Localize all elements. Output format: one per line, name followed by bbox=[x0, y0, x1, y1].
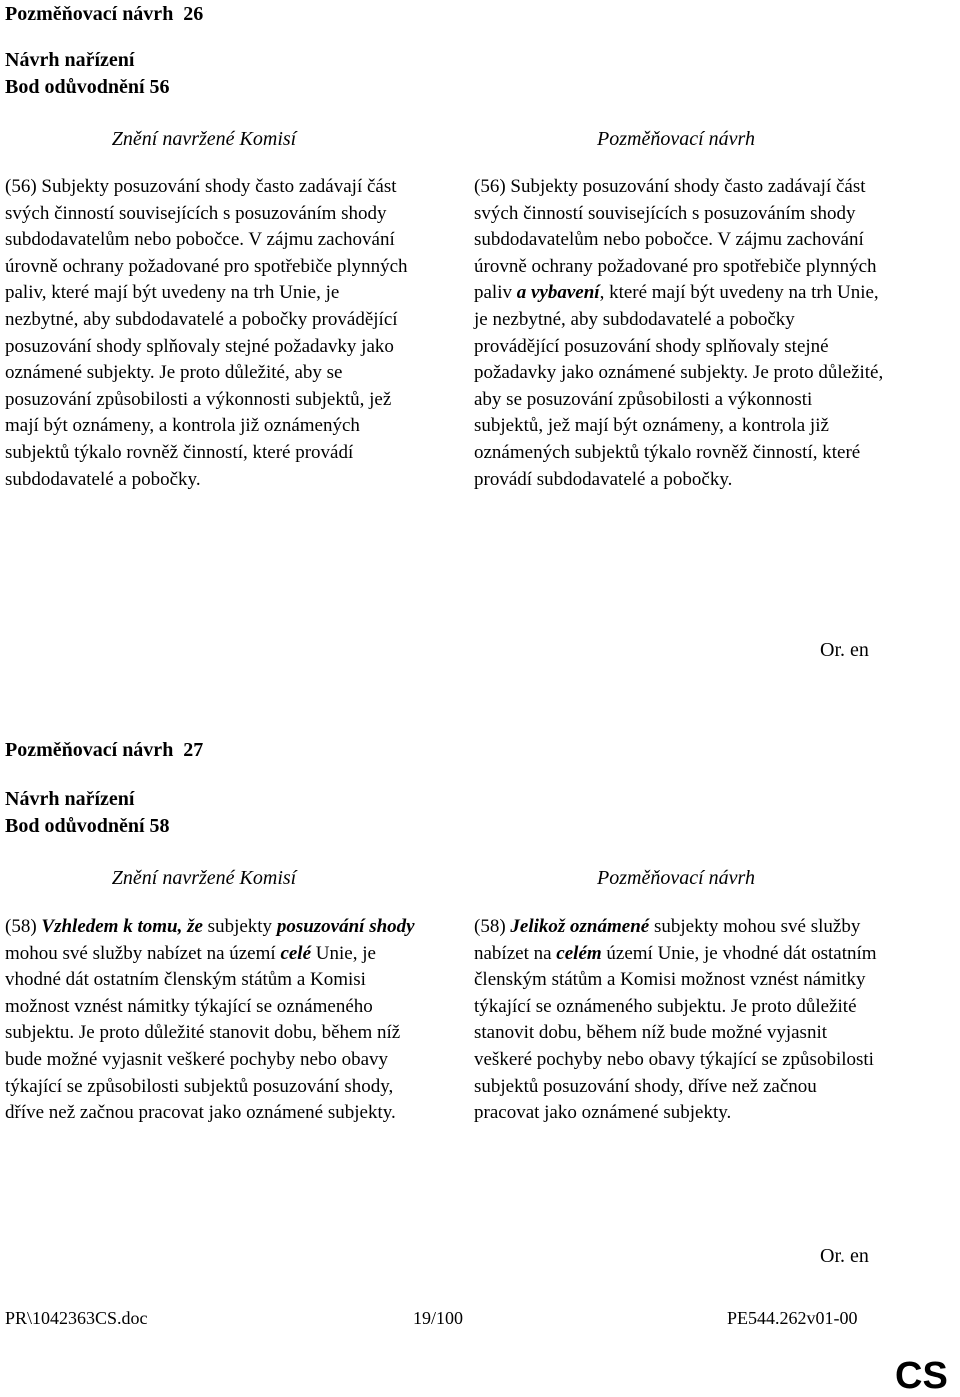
text-run: (56) Subjekty posuzování shody často zadávají část svých činností souvisejících s posuzováním shody subdodavatelům nebo pobočce. V zájmu zachování úrovně ochrany požadované pro spotřebiče plynných paliv bbox=[474, 176, 877, 304]
footer-language-code: CS bbox=[895, 1355, 948, 1397]
inserted-text: celém bbox=[556, 942, 602, 964]
column-heading-amendment: Pozměňovací návrh bbox=[597, 867, 755, 889]
text-run: subjekty bbox=[202, 916, 277, 937]
deleted-text: celé bbox=[280, 942, 312, 964]
commission-text-paragraph: (56) Subjekty posuzování shody často zadávají část svých činností souvisejících s posuzováním shody subdodavatelům nebo pobočce. V zájmu zachování úrovně ochrany požadované pro spotřebiče plynných paliv, které mají být uvedeny na trh Unie, je nezbytné, aby subdodavatelé a pobočky provádějící posuzování shody splňovaly stejné požadavky jako oznámené subjekty. Je proto důležité, aby se posuzování způsobilosti a výkonnosti subjektů, jež mají být oznámeny, a kontrola již oznámených subjektů týkalo rovněž činností, které provádí subdodavatelé a pobočky. bbox=[5, 176, 408, 490]
original-language: Or. en bbox=[820, 1245, 869, 1267]
footer-reference: PE544.262v01-00 bbox=[727, 1308, 858, 1328]
amendment-title: Pozměňovací návrh 26 bbox=[5, 3, 204, 25]
text-run: , které mají být uvedeny na trh Unie, je nezbytné, aby subdodavatelé a pobočky provádějící posuzování shody splňovaly stejné požadavky jako oznámené subjekty. Je proto důležité, aby se posuzování způsobilosti a výkonnosti subjektů, jež mají být oznámeny, a kontrola již oznámených subjektů týkalo rovněž činností, které provádí subdodavatelé a pobočky. bbox=[474, 282, 884, 490]
text-run: (58) bbox=[5, 916, 42, 937]
amendment-text bbox=[474, 174, 884, 493]
amendment-recital: Bod odůvodnění 58 bbox=[5, 815, 170, 837]
column-heading-commission: Znění navržené Komisí bbox=[111, 128, 297, 150]
text-run: (58) bbox=[474, 916, 511, 937]
text-run: subjekty mohou své služby nabízet na bbox=[474, 916, 861, 964]
footer-filename: PR\1042363CS.doc bbox=[5, 1308, 148, 1328]
inserted-text: a vybavení bbox=[516, 282, 600, 304]
amendment-title: Pozměňovací návrh 27 bbox=[5, 739, 204, 761]
text-run: mohou své služby nabízet na území bbox=[5, 942, 281, 964]
deleted-text: Vzhledem k tomu, že bbox=[41, 916, 203, 937]
amendment-subject: Návrh nařízení bbox=[5, 49, 135, 71]
amendment-text-paragraph bbox=[474, 174, 884, 493]
original-language: Or. en bbox=[820, 639, 869, 661]
commission-text-paragraph bbox=[5, 914, 415, 1127]
column-heading-amendment: Pozměňovací návrh bbox=[597, 128, 755, 150]
column-heading-commission: Znění navržené Komisí bbox=[111, 867, 297, 889]
amendment-recital: Bod odůvodnění 56 bbox=[5, 76, 170, 98]
amendment-subject: Návrh nařízení bbox=[5, 788, 135, 810]
amendment-text-paragraph bbox=[474, 914, 884, 1127]
text-run: Unie, je vhodné dát ostatním členským státům a Komisi možnost vznést námitky týkající se oznámeného subjektu. Je proto důležité stanovit dobu, během níž bude možné vyjasnit veškeré pochyby nebo obavy týkající se způsobilosti subjektů posuzování shody, dříve než začnou pracovat jako oznámené subjekty. bbox=[5, 942, 401, 1124]
commission-text bbox=[5, 914, 415, 1127]
commission-text bbox=[5, 174, 415, 493]
text-run: území Unie, je vhodné dát ostatním členským státům a Komisi možnost vznést námitky týkající se oznámeného subjektu. Je proto důležité stanovit dobu, během níž bude možné vyjasnit veškeré pochyby nebo obavy týkající se způsobilosti subjektů posuzování shody, dříve než začnou pracovat jako oznámené subjekty. bbox=[474, 942, 877, 1124]
amendment-text bbox=[474, 914, 884, 1127]
footer-page-number: 19/100 bbox=[413, 1308, 464, 1328]
deleted-text: posuzování shody bbox=[276, 916, 415, 937]
inserted-text: Jelikož oznámené bbox=[510, 916, 650, 937]
